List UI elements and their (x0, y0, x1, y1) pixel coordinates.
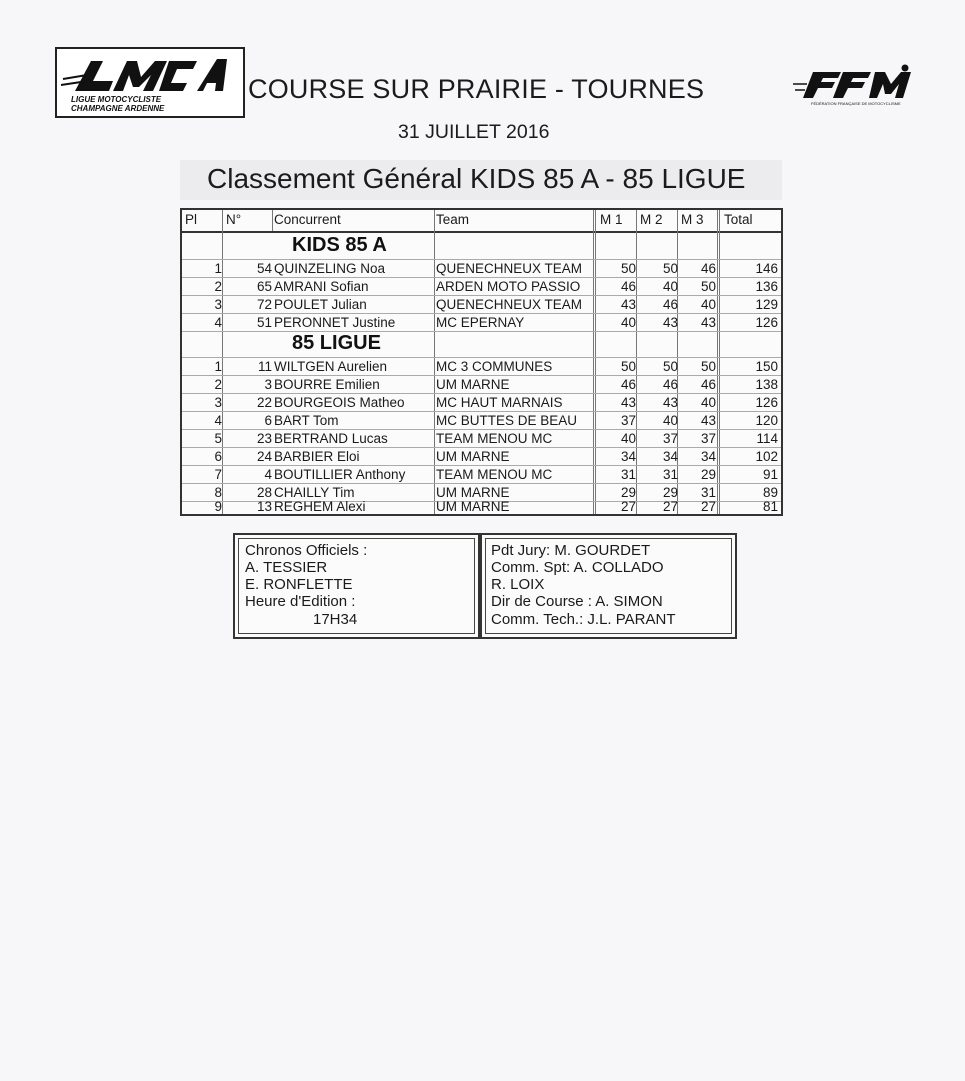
cell-m3: 40 (700, 297, 716, 312)
cell-pl: 4 (214, 315, 222, 330)
col-total-header: Total (724, 212, 753, 227)
cell-m2: 46 (662, 297, 678, 312)
table-row (182, 278, 781, 295)
cell-team: QUENECHNEUX TEAM (436, 297, 583, 312)
table-row (182, 448, 781, 465)
cell-m1: 29 (620, 485, 636, 500)
cell-no: 28 (256, 485, 272, 500)
cell-m3: 29 (700, 467, 716, 482)
cell-total: 150 (755, 359, 778, 374)
cell-total: 120 (755, 413, 778, 428)
sport-commissioner-2: R. LOIX (491, 576, 545, 593)
cell-m2: 50 (662, 359, 678, 374)
cell-no: 13 (256, 499, 272, 514)
cell-m1: 50 (620, 261, 636, 276)
cell-total: 138 (755, 377, 778, 392)
edition-time-label: Heure d'Edition : (245, 593, 356, 610)
ffm-caption: FÉDÉRATION FRANÇAISE DE MOTOCYCLISME (811, 101, 901, 106)
edition-time-value: 17H34 (313, 611, 358, 628)
grid-line (272, 210, 273, 231)
table-row (182, 260, 781, 277)
table-row (182, 394, 781, 411)
cell-name: BOUTILLIER Anthony (274, 467, 406, 482)
col-team-header: Team (436, 212, 470, 227)
sport-commissioner: Comm. Spt: A. COLLADO (491, 559, 664, 576)
cell-no: 22 (256, 395, 272, 410)
cell-no: 24 (256, 449, 272, 464)
cell-team: TEAM MENOU MC (436, 467, 553, 482)
cell-pl: 9 (214, 499, 222, 514)
cell-team: MC HAUT MARNAIS (436, 395, 563, 410)
cell-no: 4 (264, 467, 272, 482)
cell-no: 51 (256, 315, 272, 330)
cell-m3: 34 (700, 449, 716, 464)
cell-name: PERONNET Justine (274, 315, 396, 330)
ffm-logo (793, 64, 923, 106)
lmca-caption-1: LIGUE MOTOCYCLISTE (71, 95, 162, 104)
cell-m3: 50 (700, 279, 716, 294)
cell-total: 136 (755, 279, 778, 294)
race-director: Dir de Course : A. SIMON (491, 593, 663, 610)
col-pl-header: Pl (185, 212, 198, 227)
cell-m3: 50 (700, 359, 716, 374)
cell-m2: 37 (662, 431, 678, 446)
cell-total: 89 (762, 485, 778, 500)
cell-pl: 4 (214, 413, 222, 428)
category-heading-kids-85a: KIDS 85 A (292, 234, 387, 256)
cell-m3: 46 (700, 261, 716, 276)
cell-m2: 34 (662, 449, 678, 464)
cell-total: 81 (762, 499, 778, 514)
cell-m2: 27 (662, 499, 678, 514)
cell-pl: 6 (214, 449, 222, 464)
cell-name: REGHEM Alexi (274, 499, 366, 514)
lmca-logo (55, 47, 245, 118)
cell-name: BARBIER Eloi (274, 449, 360, 464)
cell-m1: 40 (620, 315, 636, 330)
cell-no: 3 (264, 377, 272, 392)
cell-m3: 40 (700, 395, 716, 410)
cell-no: 54 (256, 261, 272, 276)
cell-m3: 46 (700, 377, 716, 392)
chronos-title: Chronos Officiels : (245, 542, 368, 559)
cell-m1: 50 (620, 359, 636, 374)
lmca-caption-2: CHAMPAGNE ARDENNE (71, 104, 165, 113)
cell-pl: 1 (214, 261, 222, 276)
cell-name: BART Tom (274, 413, 339, 428)
cell-total: 126 (755, 315, 778, 330)
col-m3-header: M 3 (681, 212, 704, 227)
cell-name: QUINZELING Noa (274, 261, 386, 276)
cell-no: 6 (264, 413, 272, 428)
event-title: COURSE SUR PRAIRIE - TOURNES (248, 74, 705, 104)
cell-name: BOURRE Emilien (274, 377, 380, 392)
cell-m1: 34 (620, 449, 636, 464)
table-row (182, 430, 781, 447)
cell-m3: 27 (700, 499, 716, 514)
cell-team: MC EPERNAY (436, 315, 525, 330)
cell-pl: 5 (214, 431, 222, 446)
technical-commissioner: Comm. Tech.: J.L. PARANT (491, 611, 676, 628)
cell-total: 126 (755, 395, 778, 410)
table-row (182, 498, 781, 515)
cell-team: MC BUTTES DE BEAU (436, 413, 578, 428)
cell-pl: 2 (214, 279, 222, 294)
cell-name: CHAILLY Tim (274, 485, 355, 500)
cell-pl: 3 (214, 297, 222, 312)
cell-total: 102 (755, 449, 778, 464)
chronos-official-2: E. RONFLETTE (245, 576, 353, 593)
cell-m3: 31 (700, 485, 716, 500)
cell-m2: 46 (662, 377, 678, 392)
cell-m1: 37 (620, 413, 636, 428)
cell-total: 114 (756, 431, 778, 446)
row-divider (182, 331, 781, 332)
jury-president: Pdt Jury: M. GOURDET (491, 542, 651, 559)
cell-m2: 40 (662, 413, 678, 428)
cell-total: 91 (762, 467, 778, 482)
cell-name: BERTRAND Lucas (274, 431, 388, 446)
cell-name: BOURGEOIS Matheo (274, 395, 405, 410)
cell-m1: 46 (620, 279, 636, 294)
cell-m2: 43 (662, 395, 678, 410)
event-date: 31 JUILLET 2016 (398, 121, 550, 143)
cell-name: POULET Julian (274, 297, 367, 312)
col-no-header: N° (226, 212, 242, 227)
cell-team: QUENECHNEUX TEAM (436, 261, 583, 276)
cell-m1: 31 (620, 467, 636, 482)
cell-m1: 27 (620, 499, 636, 514)
cell-team: UM MARNE (436, 499, 510, 514)
cell-team: UM MARNE (436, 485, 510, 500)
cell-team: UM MARNE (436, 377, 510, 392)
cell-no: 65 (256, 279, 272, 294)
cell-total: 129 (755, 297, 778, 312)
col-m1-header: M 1 (600, 212, 623, 227)
classification-title: Classement Général KIDS 85 A - 85 LIGUE (207, 163, 746, 194)
cell-m2: 50 (662, 261, 678, 276)
cell-m1: 43 (620, 297, 636, 312)
cell-no: 11 (257, 359, 272, 374)
cell-pl: 7 (214, 467, 222, 482)
cell-team: MC 3 COMMUNES (436, 359, 553, 374)
cell-m2: 40 (662, 279, 678, 294)
cell-team: UM MARNE (436, 449, 510, 464)
cell-m1: 46 (620, 377, 636, 392)
table-row (182, 466, 781, 483)
category-heading-85-ligue: 85 LIGUE (292, 332, 381, 354)
table-row (182, 412, 781, 429)
cell-m2: 29 (662, 485, 678, 500)
cell-pl: 8 (214, 485, 222, 500)
cell-team: TEAM MENOU MC (436, 431, 553, 446)
col-m2-header: M 2 (640, 212, 663, 227)
chronos-box (233, 533, 480, 639)
cell-no: 23 (256, 431, 272, 446)
cell-pl: 2 (214, 377, 222, 392)
cell-m3: 43 (700, 413, 716, 428)
cell-m1: 40 (620, 431, 636, 446)
results-table (180, 208, 783, 516)
table-row (182, 296, 781, 313)
cell-m3: 37 (700, 431, 716, 446)
cell-name: WILTGEN Aurelien (274, 359, 388, 374)
cell-m1: 43 (620, 395, 636, 410)
table-row (182, 358, 781, 375)
cell-total: 146 (755, 261, 778, 276)
cell-pl: 3 (214, 395, 222, 410)
chronos-official-1: A. TESSIER (245, 559, 328, 576)
cell-pl: 1 (214, 359, 222, 374)
cell-name: AMRANI Sofian (274, 279, 369, 294)
cell-team: ARDEN MOTO PASSIO (436, 279, 581, 294)
cell-m3: 43 (700, 315, 716, 330)
jury-box (480, 533, 737, 639)
cell-no: 72 (256, 297, 272, 312)
cell-m2: 31 (662, 467, 678, 482)
cell-m2: 43 (662, 315, 678, 330)
table-row (182, 376, 781, 393)
table-row (182, 314, 781, 331)
col-name-header: Concurrent (274, 212, 341, 227)
